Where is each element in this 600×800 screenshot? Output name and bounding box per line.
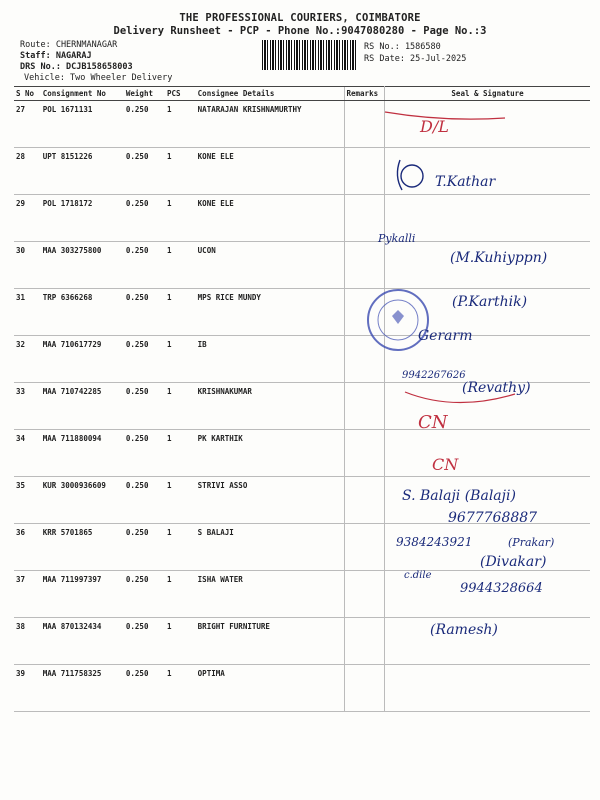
cell-weight: 0.250 (124, 618, 165, 665)
cell-weight: 0.250 (124, 148, 165, 195)
signature-dl: D/L (420, 117, 449, 136)
cell-consignment: MAA 710617729 (41, 336, 124, 383)
cell-consignment: MAA 870132434 (41, 618, 124, 665)
vehicle-label: Vehicle: Two Wheeler Delivery (24, 73, 173, 83)
cell-consignment: MAA 710742285 (41, 383, 124, 430)
signature-row38b: c.dile (404, 570, 432, 581)
cell-details: NATARAJAN KRISHNAMURTHY (196, 101, 344, 148)
cell-pcs: 1 (165, 148, 196, 195)
route-label: Route: CHERNMANAGAR (20, 40, 118, 50)
cell-pcs: 1 (165, 242, 196, 289)
cell-details: PK KARTHIK (196, 430, 344, 477)
cell-pcs: 1 (165, 618, 196, 665)
rs-date: RS Date: 25-Jul-2025 (364, 54, 467, 64)
cell-details: KONE ELE (196, 148, 344, 195)
cell-details: MPS RICE MUNDY (196, 289, 344, 336)
document-title: THE PROFESSIONAL COURIERS, COIMBATORE (179, 12, 421, 24)
cell-weight: 0.250 (124, 430, 165, 477)
cell-pcs: 1 (165, 101, 196, 148)
cell-consignment: MAA 711997397 (41, 571, 124, 618)
remark-cn-1: CN (418, 412, 448, 433)
cell-pcs: 1 (165, 336, 196, 383)
cell-pcs: 1 (165, 665, 196, 712)
cell-sno: 33 (14, 383, 41, 430)
col-details: Consignee Details (196, 87, 344, 101)
document-subtitle: Delivery Runsheet - PCP - Phone No.:9047080280 - Page No.:3 (113, 25, 487, 37)
cell-details: STRIVI ASSO (196, 477, 344, 524)
cell-weight: 0.250 (124, 242, 165, 289)
cell-details: ISHA WATER (196, 571, 344, 618)
cell-consignment: KRR 5701865 (41, 524, 124, 571)
phone-row38: 9944328664 (460, 581, 543, 596)
cell-sno: 35 (14, 477, 41, 524)
cell-weight: 0.250 (124, 289, 165, 336)
cell-consignment: MAA 303275800 (41, 242, 124, 289)
cell-weight: 0.250 (124, 383, 165, 430)
cell-sno: 38 (14, 618, 41, 665)
cell-weight: 0.250 (124, 101, 165, 148)
cell-details: OPTIMA (196, 665, 344, 712)
signature-row38: (Divakar) (480, 554, 547, 570)
cell-pcs: 1 (165, 289, 196, 336)
cell-sno: 31 (14, 289, 41, 336)
cell-consignment: POL 1671131 (41, 101, 124, 148)
cell-weight: 0.250 (124, 195, 165, 242)
cell-pcs: 1 (165, 571, 196, 618)
phone-row34: 9942267626 (402, 370, 466, 381)
cell-pcs: 1 (165, 383, 196, 430)
cell-sno: 37 (14, 571, 41, 618)
cell-details: UCON (196, 242, 344, 289)
col-pcs: PCS (165, 87, 196, 101)
cell-weight: 0.250 (124, 336, 165, 383)
cell-consignment: POL 1718172 (41, 195, 124, 242)
cell-weight: 0.250 (124, 524, 165, 571)
cell-pcs: 1 (165, 430, 196, 477)
cell-consignment: MAA 711758325 (41, 665, 124, 712)
cell-pcs: 1 (165, 195, 196, 242)
col-remarks: Remarks (344, 87, 385, 101)
col-seal: Seal & Signature (385, 87, 590, 101)
rs-number: RS No.: 1586580 (364, 42, 441, 52)
cell-consignment: KUR 3000936609 (41, 477, 124, 524)
cell-consignment: MAA 711880094 (41, 430, 124, 477)
cell-sno: 29 (14, 195, 41, 242)
cell-sno: 27 (14, 101, 41, 148)
cell-weight: 0.250 (124, 571, 165, 618)
cell-sno: 36 (14, 524, 41, 571)
phone-row37: 9384243921 (396, 535, 473, 549)
cell-consignment: UPT 8151226 (41, 148, 124, 195)
cell-details: S BALAJI (196, 524, 344, 571)
cell-sno: 39 (14, 665, 41, 712)
signature-row32: (P.Karthik) (452, 294, 528, 310)
signature-row30: Pykalli (378, 232, 416, 245)
staff-label: Staff: NAGARAJ (20, 51, 92, 61)
cell-sno: 34 (14, 430, 41, 477)
drs-label: DRS No.: DCJB158658003 (20, 62, 133, 72)
cell-pcs: 1 (165, 477, 196, 524)
signature-row39: (Ramesh) (430, 622, 498, 638)
cell-sno: 30 (14, 242, 41, 289)
cell-details: KONE ELE (196, 195, 344, 242)
col-sno: S No (14, 87, 41, 101)
cell-details: IB (196, 336, 344, 383)
signature-row28: T.Kathar (435, 174, 496, 190)
phone-row36: 9677768887 (448, 510, 538, 526)
cell-pcs: 1 (165, 524, 196, 571)
signature-row36: S. Balaji (Balaji) (402, 488, 516, 504)
remark-cn-2: CN (432, 455, 459, 474)
cell-details: BRIGHT FURNITURE (196, 618, 344, 665)
signature-row37: (Prakar) (508, 536, 555, 549)
cell-weight: 0.250 (124, 477, 165, 524)
col-consignment: Consignment No (41, 87, 124, 101)
cell-details: KRISHNAKUMAR (196, 383, 344, 430)
col-weight: Weight (124, 87, 165, 101)
cell-consignment: TRP 6366268 (41, 289, 124, 336)
cell-sno: 28 (14, 148, 41, 195)
signature-row33: Gerarm (418, 328, 473, 344)
signature-row34: (Revathy) (462, 380, 531, 396)
cell-sno: 32 (14, 336, 41, 383)
signature-row31: (M.Kuhiyppn) (450, 250, 548, 266)
cell-weight: 0.250 (124, 665, 165, 712)
scribble-mark (397, 160, 423, 190)
